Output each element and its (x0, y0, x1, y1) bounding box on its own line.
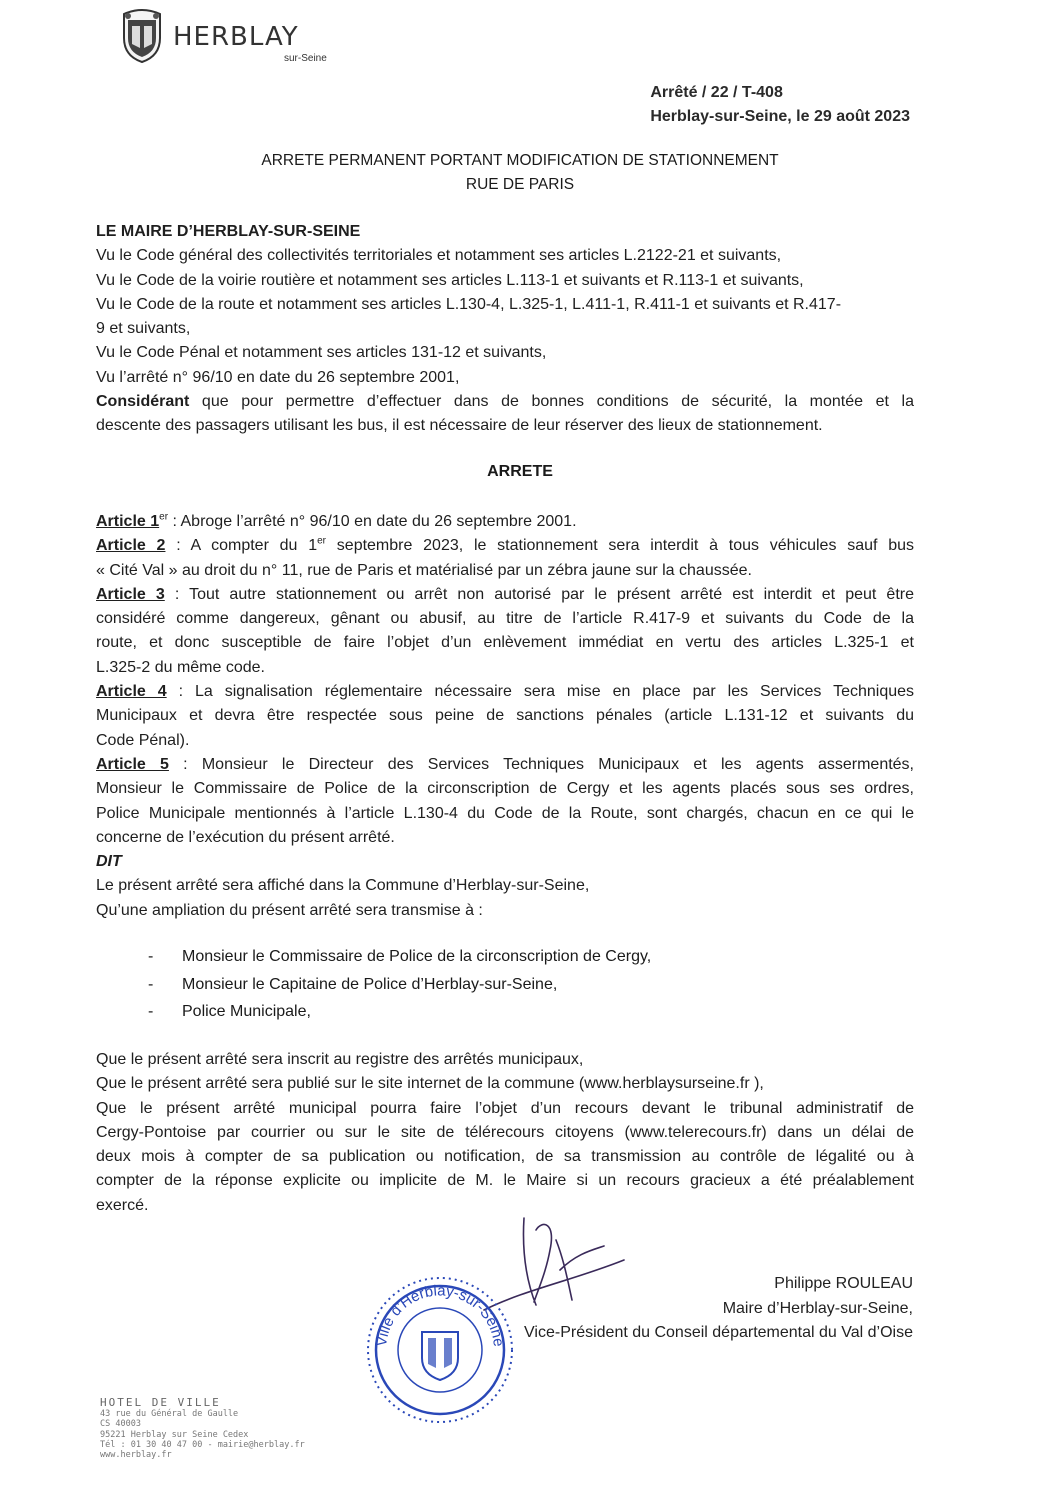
preamble-line: Vu le Code de la route et notamment ses articles L.130-4, L.325-1, L.411-1, R.411-1 et suivants et R.417- (96, 295, 842, 313)
closing-line: Que le présent arrêté municipal pourra faire l’objet d’un recours devant le tribunal administratif de (96, 1099, 914, 1117)
article-2-line2: « Cité Val » au droit du n° 11, rue de Paris et matérialisé par un zébra jaune sur la chaussée. (96, 561, 752, 579)
reference-block (650, 81, 910, 129)
article-3-line3: route, et donc susceptible de faire l’objet d’un enlèvement immédiat en vertu des articles L.325-1 et (96, 634, 914, 652)
closing-line: Que le présent arrêté sera publié sur le site internet de la commune (www.herblaysurseine.fr ), (96, 1075, 764, 1093)
article-3-line1: Article 3 : Tout autre stationnement ou arrêt non autorisé par le présent arrêté est interdit et peut être (96, 585, 914, 603)
decree-reference: Arrêté / 22 / T-408 (650, 84, 783, 101)
preamble-line: Vu le Code de la voirie routière et notamment ses articles L.113-1 et suivants et R.113-1 et suivants, (96, 271, 804, 289)
article-3-line2: considéré comme dangereux, gênant ou abusif, au titre de l’article R.417-9 et suivants du Code de la (96, 610, 914, 628)
considering-line2: descente des passagers utilisant les bus, il est nécessaire de leur réserver des lieux de stationnement. (96, 417, 823, 435)
article-5-line1: Article 5 : Monsieur le Directeur des Services Techniques Municipaux et les agents assermentés, (96, 755, 914, 773)
considering-label: Considérant (96, 393, 190, 411)
footer-heading: HOTEL DE VILLE (100, 1396, 221, 1409)
logo-subtitle: sur-Seine (284, 53, 327, 64)
city-hall-stamp (364, 1274, 516, 1426)
footer-line: 95221 Herblay sur Seine Cedex (100, 1429, 249, 1440)
article-5-line3: Police Municipale mentionnés à l’article L.130-4 du Code de la Route, sont chargés, chacun en ce qui le (96, 804, 914, 822)
article-2-line1: Article 2 : A compter du 1er septembre 2023, le stationnement sera interdit à tous véhicules sauf bus (96, 535, 914, 555)
preamble-line: Vu l’arrêté n° 96/10 en date du 26 septembre 2001, (96, 368, 460, 386)
preamble-heading: LE MAIRE D’HERBLAY-SUR-SEINE (96, 223, 361, 240)
signatory-name: Philippe ROULEAU (774, 1275, 913, 1292)
article-5-line2: Monsieur le Commissaire de Police de la circonscription de Cergy et les agents placés sous ses ordres, (96, 780, 914, 798)
svg-text:Ville d'Herblay-sur-Seine (373, 1282, 507, 1347)
document-title-line2: RUE DE PARIS (465, 176, 575, 193)
list-item: - Monsieur le Commissaire de Police de la circonscription de Cergy, (148, 948, 652, 965)
footer-line: Tél : 01 30 40 47 00 - mairie@herblay.fr (100, 1439, 305, 1450)
list-item: - Monsieur le Capitaine de Police d’Herblay-sur-Seine, (148, 975, 558, 993)
closing-line: compter de la réponse explicite ou implicite de M. le Maire si un recours gracieux a été préalablement (96, 1172, 914, 1190)
articles (96, 510, 914, 923)
stamp-text: Ville d'Herblay-sur-Seine (372, 1282, 508, 1348)
signatory-block (524, 1272, 913, 1346)
article-4-line2: Municipaux et devra être respectée sous peine de sanctions pénales (article L.131-12 et suivants du (96, 707, 914, 725)
closing-line: Cergy-Pontoise par courrier ou sur le site de télérecours citoyens (www.telerecours.fr) dans un délai de (96, 1123, 914, 1141)
signatory-role: Vice-Président du Conseil départemental du Val d’Oise (524, 1324, 913, 1341)
closing-clauses (96, 1048, 914, 1218)
article-4-line3: Code Pénal). (96, 731, 190, 749)
place-and-date: Herblay-sur-Seine, le 29 août 2023 (650, 108, 910, 125)
considering-line1: Considérant que pour permettre d’effectuer dans de bonnes conditions de sécurité, la montée et la (96, 393, 914, 411)
dit-line2: Qu’une ampliation du présent arrêté sera transmise à : (96, 901, 483, 919)
footer-line: www.herblay.fr (100, 1450, 172, 1461)
dit-line1: Le présent arrêté sera affiché dans la Commune d’Herblay-sur-Seine, (96, 877, 590, 895)
closing-line: exercé. (96, 1196, 149, 1214)
preamble-line: Vu le Code Pénal et notamment ses articles 131-12 et suivants, (96, 344, 547, 362)
footer-line: CS 40003 (100, 1419, 141, 1430)
article-3-line4: L.325-2 du même code. (96, 658, 265, 676)
preamble-line: 9 et suivants, (96, 320, 191, 338)
article-5-line4: concerne de l’exécution du présent arrêté. (96, 828, 395, 846)
preamble (96, 220, 914, 439)
preamble-line: Vu le Code général des collectivités territoriales et notamment ses articles L.2122-21 et suivants, (96, 247, 782, 265)
city-crest-icon (118, 8, 166, 64)
article-4-line1: Article 4 : La signalisation réglementaire nécessaire sera mise en place par les Services Techniques (96, 683, 914, 701)
article-1: Article 1er : Abroge l’arrêté n° 96/10 en date du 26 septembre 2001. (96, 511, 577, 530)
signatory-role: Maire d’Herblay-sur-Seine, (722, 1299, 913, 1317)
decree-heading: ARRETE (487, 463, 553, 480)
footer-line: 43 rue du Général de Gaulle (100, 1409, 239, 1419)
closing-line: Que le présent arrêté sera inscrit au registre des arrêtés municipaux, (96, 1051, 584, 1068)
list-item: - Police Municipale, (148, 1003, 311, 1020)
document-title-line1: ARRETE PERMANENT PORTANT MODIFICATION DE STATIONNEMENT (261, 152, 779, 169)
dit-label: DIT (96, 853, 122, 871)
footer-address (100, 1397, 305, 1460)
logo-wordmark: HERBLAY (173, 22, 299, 52)
closing-line: deux mois à compter de sa publication ou notification, de sa transmission au contrôle de légalité ou à (96, 1148, 914, 1166)
recipient-list (148, 943, 651, 1026)
